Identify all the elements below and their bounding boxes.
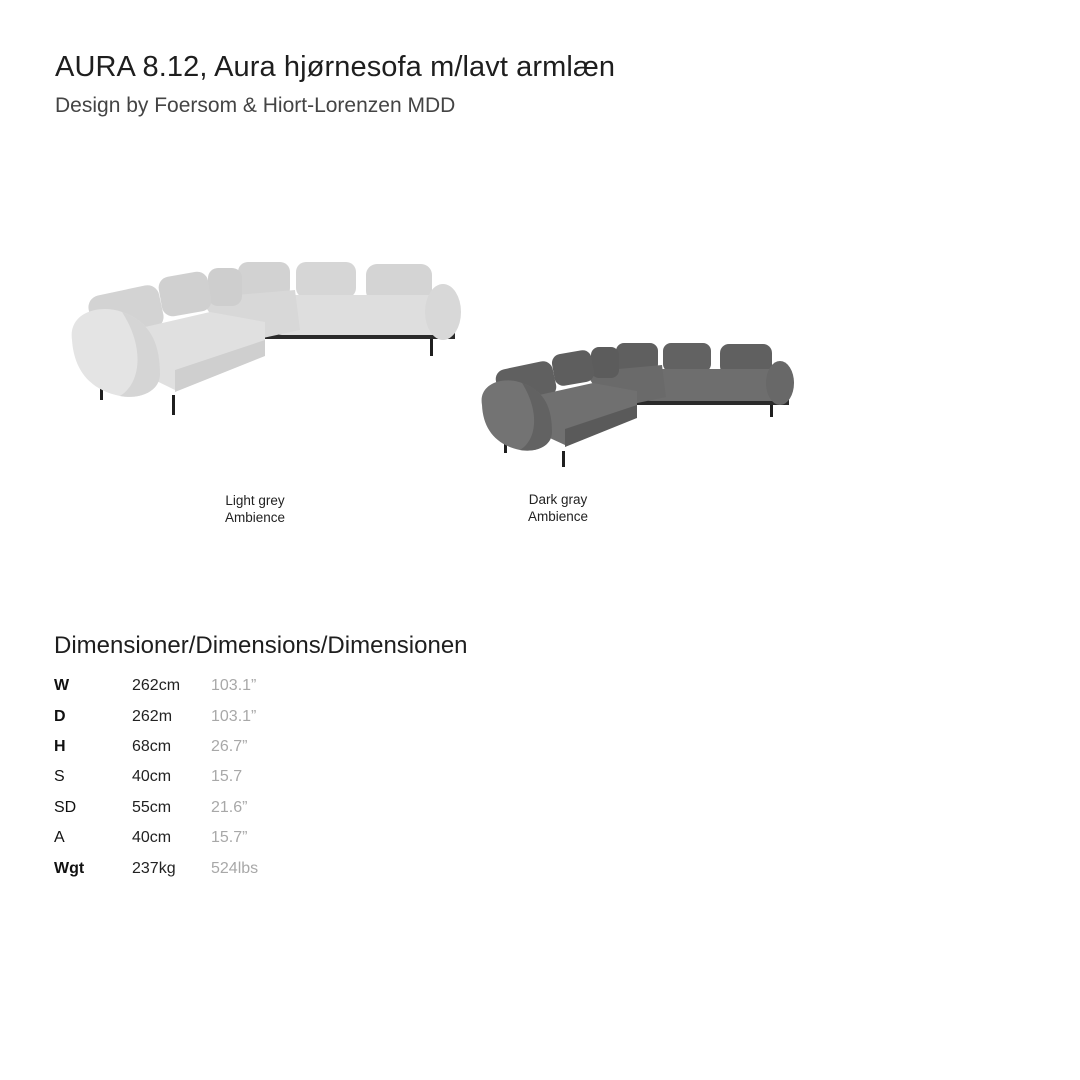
dimension-row-depth [54,701,258,731]
dimension-key: D [54,707,66,725]
variant-collection-name: Ambience [527,509,589,524]
dimension-metric: 262m [132,707,173,725]
dimension-key: SD [54,798,77,816]
dimension-row-weight [54,853,258,883]
dimension-metric: 262cm [132,677,181,695]
dimension-imperial: 524lbs [211,859,259,877]
dimension-key: W [54,677,70,695]
dimension-metric: 40cm [132,829,172,847]
dimensions-heading: Dimensioner/Dimensions/Dimensionen [54,632,468,659]
dimension-imperial: 26.7” [211,737,248,755]
dimension-key: H [54,737,66,755]
variant-color-name: Light grey [225,493,285,508]
dimension-row-seat-height [54,762,258,792]
dimension-metric: 237kg [132,859,176,877]
dimension-key: A [54,829,65,847]
variant-caption-light-grey [185,492,325,526]
product-title: AURA 8.12, Aura hjørnesofa m/lavt armlæn [55,51,616,83]
dimension-key: Wgt [54,859,85,877]
dimension-metric: 55cm [132,798,172,816]
sofa-image-light-grey [60,250,465,420]
dimension-row-seat-depth [54,793,258,823]
dimension-key: S [54,768,65,786]
designer-credit: Design by Foersom & Hiort-Lorenzen MDD [55,94,456,117]
dimension-row-height [54,732,258,762]
dimension-imperial: 103.1” [211,707,257,725]
variant-caption-dark-gray [488,491,628,525]
dimension-imperial: 103.1” [211,677,257,695]
variant-collection-name: Ambience [224,510,286,525]
dimensions-table [54,671,258,884]
dimension-row-arm-height [54,823,258,853]
variant-color-name: Dark gray [528,492,588,507]
dimension-imperial: 21.6” [211,798,248,816]
dimension-imperial: 15.7 [211,768,243,786]
dimension-imperial: 15.7” [211,829,248,847]
dimension-metric: 68cm [132,737,172,755]
sofa-image-dark-gray [472,333,797,470]
dimension-metric: 40cm [132,768,172,786]
dimension-row-width [54,671,258,701]
